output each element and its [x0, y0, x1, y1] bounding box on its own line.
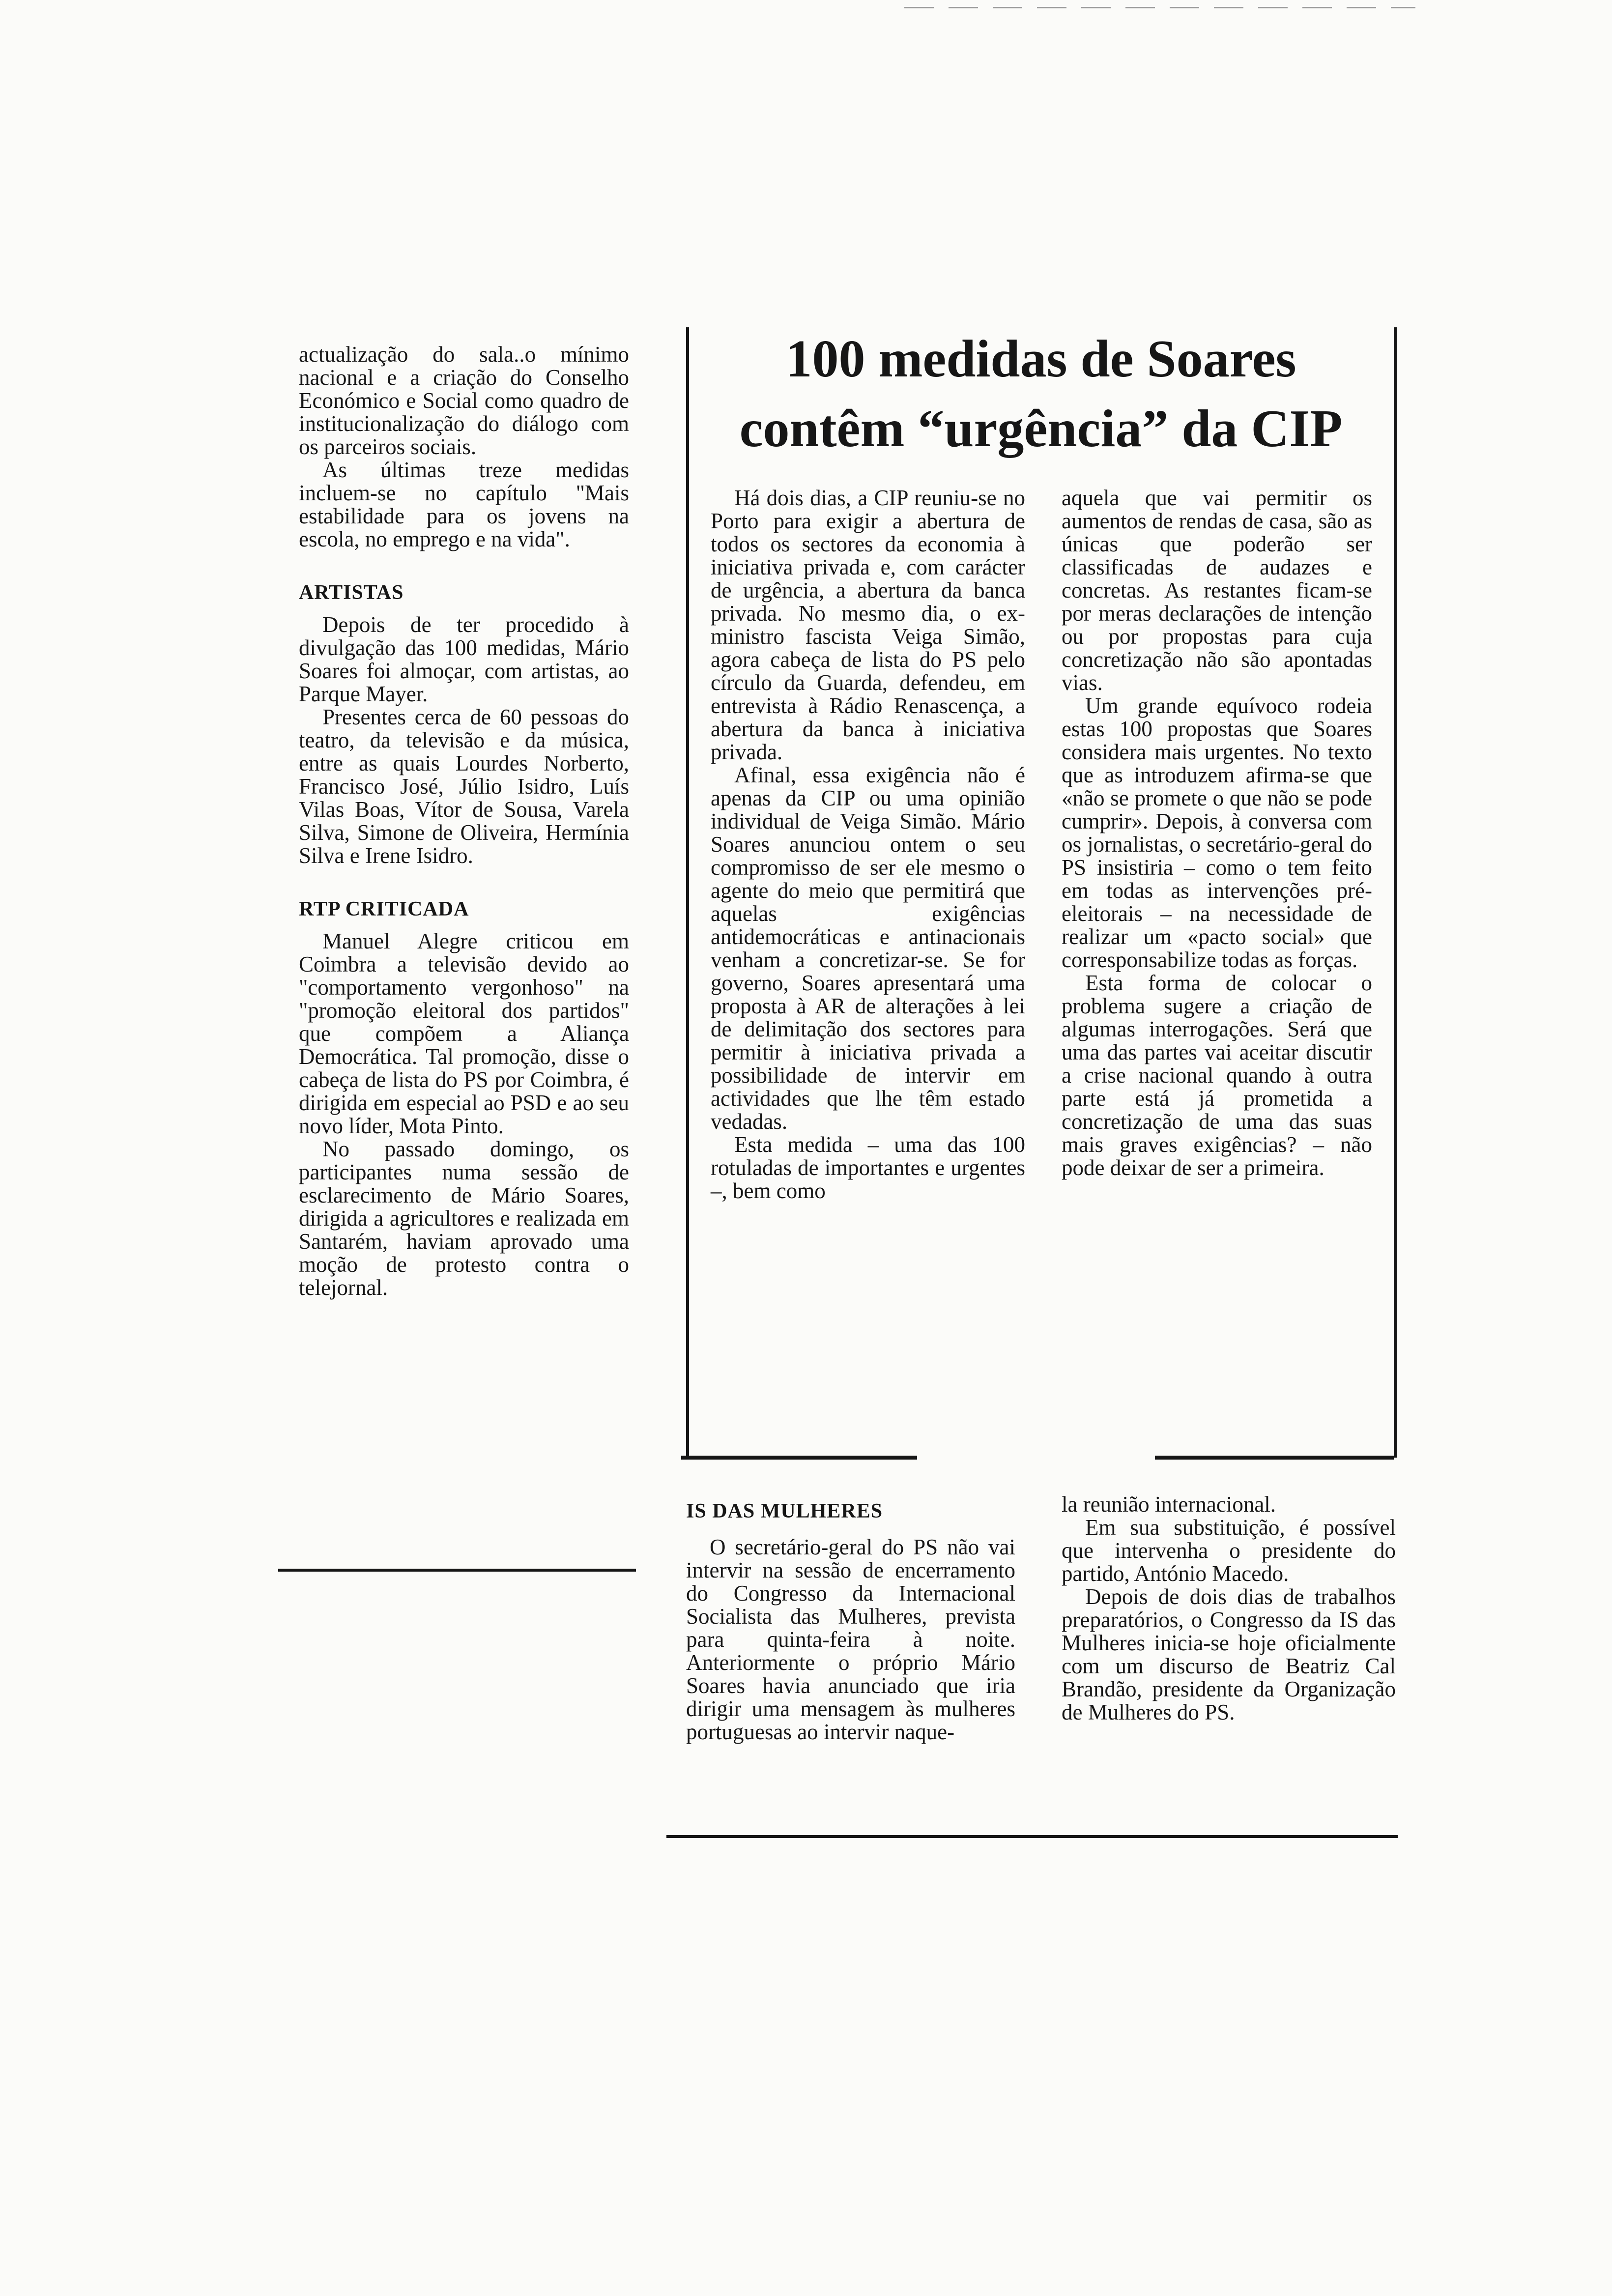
- paragraph: O secretário-geral do PS não vai intervir na sessão de encerramento do Congresso da Internacional Socialista das Mulheres, prevista para quinta-feira à noite. Anteriormente o próprio Mário Soares havia anunciado que iria dirigir uma mensagem às mulheres portuguesas ao intervir naque-: [686, 1535, 1015, 1744]
- scan-top-line: [904, 7, 1415, 8]
- paragraph: Presentes cerca de 60 pessoas do teatro, da televisão e da música, entre as quais Lourdes Norberto, Francisco José, Júlio Isidro, Luís Vilas Boas, Vítor de Sousa, Varela Silva, Simone de Oliveira, Hermínia Silva e Irene Isidro.: [299, 705, 629, 868]
- box-bottom-rule: [681, 1456, 917, 1460]
- headline: [693, 324, 1389, 464]
- section-heading: IS DAS MULHERES: [686, 1500, 883, 1522]
- section-heading: RTP CRITICADA: [299, 898, 469, 920]
- headline-line-1: 100 medidas de Soares: [785, 330, 1296, 388]
- article-column-1: [711, 487, 1025, 1203]
- bottom-rule: [666, 1835, 1398, 1838]
- left-column: [299, 343, 629, 1299]
- left-column-rule: [278, 1569, 636, 1572]
- paragraph: la reunião internacional.: [1062, 1492, 1276, 1517]
- article-column-2: [1062, 487, 1372, 1179]
- section-artistas: [299, 581, 629, 867]
- paragraph: aquela que vai permitir os aumentos de rendas de casa, são as únicas que poderão ser classificadas de audazes e concretas. As restantes ficam-se por meras declarações de intenção ou por propostas para cuja concretização não são apontadas vias.: [1062, 486, 1372, 695]
- paragraph: Um grande equívoco rodeia estas 100 propostas que Soares considera mais urgentes. No texto que as introduzem afirma-se que «não se promete o que não se pode cumprir». Depois, à conversa com os jornalistas, o secretário-geral do PS insistiria – como o tem feito em todas as intervenções pré-eleitorais – na necessidade de realizar um «pacto social» que corresponsabilize todas as forças.: [1062, 693, 1372, 972]
- paragraph: No passado domingo, os participantes numa sessão de esclarecimento de Mário Soares, dirigida a agricultores e realizada em Santarém, haviam aprovado uma moção de protesto contra o telejornal.: [299, 1137, 629, 1300]
- section-rtp-criticada: [299, 898, 629, 1299]
- box-bottom-rule: [1155, 1456, 1394, 1460]
- mulheres-column-2: [1062, 1493, 1396, 1724]
- paragraph: Manuel Alegre criticou em Coimbra a televisão devido ao "comportamento vergonhoso" na "promoção eleitoral dos partidos" que compõem a Aliança Democrática. Tal promoção, disse o cabeça de lista do PS por Coimbra, é dirigida em especial ao PSD e ao seu novo líder, Mota Pinto.: [299, 929, 629, 1138]
- paragraph: Afinal, essa exigência não é apenas da CIP ou uma opinião individual de Veiga Simão. Mário Soares anunciou ontem o seu compromisso de ser ele mesmo o agente do meio que permitirá que aquelas exigências antidemocráticas e antinacionais venham a concretizar-se. Se for governo, Soares apresentará uma proposta à AR de alterações à lei de delimitação dos sectores para permitir à iniciativa privada a possibilidade de intervir em actividades que lhe têm estado vedadas.: [711, 763, 1025, 1134]
- paragraph: Há dois dias, a CIP reuniu-se no Porto para exigir a abertura de todos os sectores da economia à iniciativa privada e, com carácter de urgência, a abertura da banca privada. No mesmo dia, o ex-ministro fascista Veiga Simão, agora cabeça de lista do PS pelo círculo da Guarda, defendeu, em entrevista à Rádio Renascença, a abertura da banca à iniciativa privada.: [711, 486, 1025, 764]
- paragraph: Depois de dois dias de trabalhos preparatórios, o Congresso da IS das Mulheres inicia-se hoje oficialmente com um discurso de Beatriz Cal Brandão, presidente da Organização de Mulheres do PS.: [1062, 1584, 1396, 1724]
- section-heading: ARTISTAS: [299, 581, 404, 604]
- paragraph: Esta forma de colocar o problema sugere a criação de algumas interrogações. Será que uma das partes vai aceitar discutir a crise nacional quando à outra parte está já prometida a concretização de uma das suas mais graves exigências? – não pode deixar de ser a primeira.: [1062, 971, 1372, 1180]
- intro-paragraph: actualização do sala..o mínimo nacional e a criação do Conselho Económico e Social como quadro de institucionalização do diálogo com os parceiros sociais.: [299, 342, 629, 459]
- headline-line-2: contêm “urgência” da CIP: [739, 400, 1343, 458]
- paragraph: Em sua substituição, é possível que intervenha o presidente do partido, António Macedo.: [1062, 1515, 1396, 1586]
- paragraph: Esta medida – uma das 100 rotuladas de importantes e urgentes –, bem como: [711, 1132, 1025, 1203]
- intro-paragraph: As últimas treze medidas incluem-se no capítulo "Mais estabilidade para os jovens na escola, no emprego e na vida".: [299, 458, 629, 551]
- paragraph: Depois de ter procedido à divulgação das 100 medidas, Mário Soares foi almoçar, com artistas, ao Parque Mayer.: [299, 612, 629, 706]
- section-is-das-mulheres: [686, 1500, 1015, 1744]
